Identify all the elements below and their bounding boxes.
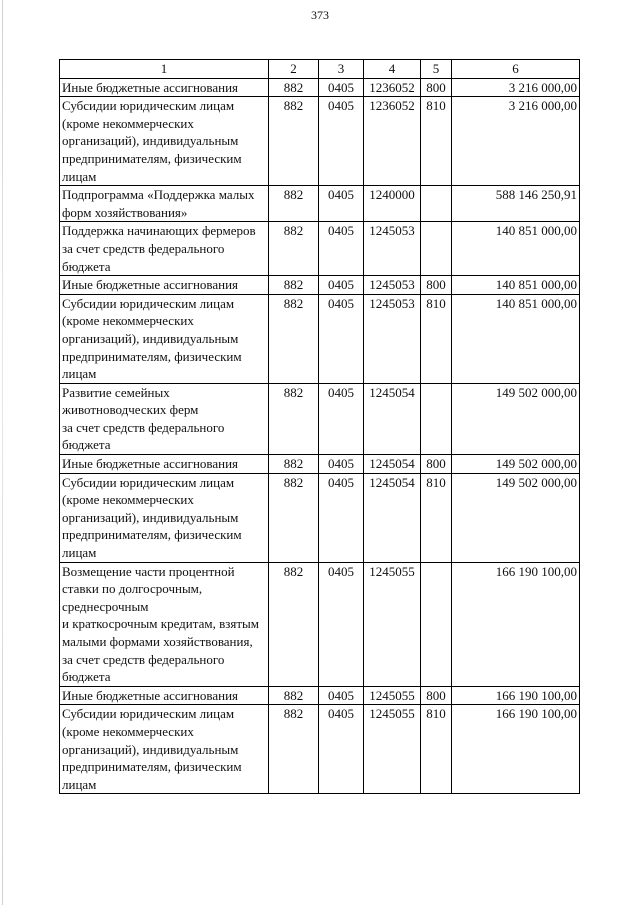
table-header-row — [60, 60, 580, 79]
row-target-code: 1245054 — [364, 455, 421, 474]
row-amount: 166 190 100,00 — [452, 686, 580, 705]
row-expense-type — [421, 186, 452, 222]
row-amount: 140 851 000,00 — [452, 276, 580, 295]
row-amount: 588 146 250,91 — [452, 186, 580, 222]
row-ministry-code: 882 — [269, 186, 319, 222]
row-section-code: 0405 — [319, 455, 364, 474]
row-amount: 149 502 000,00 — [452, 473, 580, 562]
table-row — [60, 686, 580, 705]
row-expense-type: 810 — [421, 473, 452, 562]
row-section-code: 0405 — [319, 705, 364, 794]
row-name: Субсидии юридическим лицам (кроме некоммерческих организаций), индивидуальным предпринимателям, физическим лицам — [60, 294, 269, 383]
row-section-code: 0405 — [319, 294, 364, 383]
table-row — [60, 562, 580, 686]
row-target-code: 1245053 — [364, 276, 421, 295]
row-name: Поддержка начинающих фермеров за счет средств федерального бюджета — [60, 222, 269, 276]
row-ministry-code: 882 — [269, 705, 319, 794]
row-target-code: 1236052 — [364, 78, 421, 97]
row-amount: 3 216 000,00 — [452, 97, 580, 186]
row-amount: 140 851 000,00 — [452, 222, 580, 276]
row-name: Субсидии юридическим лицам (кроме некоммерческих организаций), индивидуальным предпринимателям, физическим лицам — [60, 705, 269, 794]
table-row — [60, 705, 580, 794]
row-target-code: 1245054 — [364, 473, 421, 562]
row-name: Подпрограмма «Поддержка малых форм хозяйствования» — [60, 186, 269, 222]
row-target-code: 1236052 — [364, 97, 421, 186]
row-ministry-code: 882 — [269, 97, 319, 186]
row-name: Иные бюджетные ассигнования — [60, 276, 269, 295]
row-expense-type — [421, 562, 452, 686]
header-cell-6: 6 — [452, 60, 580, 79]
row-ministry-code: 882 — [269, 562, 319, 686]
row-section-code: 0405 — [319, 383, 364, 454]
row-name: Иные бюджетные ассигнования — [60, 455, 269, 474]
row-target-code: 1245055 — [364, 705, 421, 794]
row-section-code: 0405 — [319, 97, 364, 186]
row-expense-type: 800 — [421, 686, 452, 705]
row-section-code: 0405 — [319, 78, 364, 97]
header-cell-4: 4 — [364, 60, 421, 79]
row-name: Возмещение части процентной ставки по долгосрочным, среднесрочным и краткосрочным кредитам, взятым малыми формами хозяйствования, за счет средств федерального бюджета — [60, 562, 269, 686]
row-expense-type — [421, 383, 452, 454]
row-section-code: 0405 — [319, 473, 364, 562]
row-ministry-code: 882 — [269, 455, 319, 474]
table-row — [60, 222, 580, 276]
table-row — [60, 473, 580, 562]
row-name: Развитие семейных животноводческих ферм за счет средств федерального бюджета — [60, 383, 269, 454]
header-cell-5: 5 — [421, 60, 452, 79]
table-row — [60, 383, 580, 454]
row-expense-type: 800 — [421, 276, 452, 295]
row-target-code: 1245053 — [364, 222, 421, 276]
header-cell-2: 2 — [269, 60, 319, 79]
budget-table — [59, 59, 580, 794]
row-name: Субсидии юридическим лицам (кроме некоммерческих организаций), индивидуальным предпринимателям, физическим лицам — [60, 473, 269, 562]
row-target-code: 1245055 — [364, 686, 421, 705]
header-cell-3: 3 — [319, 60, 364, 79]
row-ministry-code: 882 — [269, 383, 319, 454]
row-section-code: 0405 — [319, 686, 364, 705]
row-target-code: 1245053 — [364, 294, 421, 383]
row-amount: 140 851 000,00 — [452, 294, 580, 383]
row-expense-type: 810 — [421, 294, 452, 383]
table-row — [60, 78, 580, 97]
row-amount: 3 216 000,00 — [452, 78, 580, 97]
row-amount: 166 190 100,00 — [452, 705, 580, 794]
row-section-code: 0405 — [319, 186, 364, 222]
scan-edge — [2, 0, 3, 905]
row-amount: 149 502 000,00 — [452, 455, 580, 474]
row-section-code: 0405 — [319, 222, 364, 276]
table-row — [60, 276, 580, 295]
table-row — [60, 455, 580, 474]
table-row — [60, 294, 580, 383]
row-amount: 166 190 100,00 — [452, 562, 580, 686]
row-expense-type: 810 — [421, 705, 452, 794]
row-expense-type — [421, 222, 452, 276]
row-target-code: 1245054 — [364, 383, 421, 454]
row-expense-type: 800 — [421, 455, 452, 474]
table-row — [60, 186, 580, 222]
row-ministry-code: 882 — [269, 686, 319, 705]
row-ministry-code: 882 — [269, 276, 319, 295]
header-cell-1: 1 — [60, 60, 269, 79]
table-row — [60, 97, 580, 186]
row-ministry-code: 882 — [269, 222, 319, 276]
row-name: Субсидии юридическим лицам (кроме некоммерческих организаций), индивидуальным предпринимателям, физическим лицам — [60, 97, 269, 186]
row-target-code: 1240000 — [364, 186, 421, 222]
row-section-code: 0405 — [319, 562, 364, 686]
row-name: Иные бюджетные ассигнования — [60, 686, 269, 705]
row-section-code: 0405 — [319, 276, 364, 295]
row-name: Иные бюджетные ассигнования — [60, 78, 269, 97]
row-ministry-code: 882 — [269, 473, 319, 562]
row-expense-type: 810 — [421, 97, 452, 186]
row-target-code: 1245055 — [364, 562, 421, 686]
row-ministry-code: 882 — [269, 294, 319, 383]
row-amount: 149 502 000,00 — [452, 383, 580, 454]
row-expense-type: 800 — [421, 78, 452, 97]
page-number: 373 — [311, 8, 329, 22]
row-ministry-code: 882 — [269, 78, 319, 97]
